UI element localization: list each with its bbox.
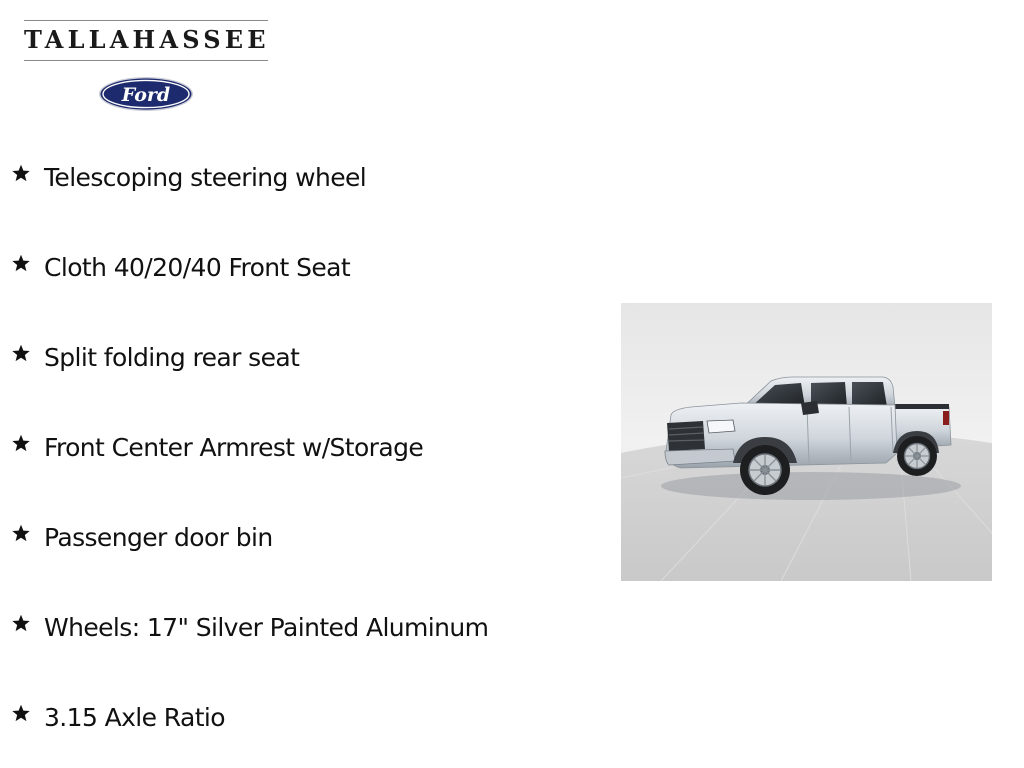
feature-label: Cloth 40/20/40 Front Seat: [44, 253, 351, 282]
star-icon: [10, 162, 32, 184]
feature-label: Split folding rear seat: [44, 343, 300, 372]
feature-item: [10, 520, 570, 556]
ford-oval-logo-icon: [98, 76, 194, 112]
star-icon: [10, 702, 32, 724]
feature-label: Telescoping steering wheel: [44, 163, 367, 192]
dealer-logo: [24, 20, 268, 116]
feature-item: [10, 250, 570, 286]
feature-label: Front Center Armrest w/Storage: [44, 433, 424, 462]
feature-item: [10, 700, 570, 736]
star-icon: [10, 252, 32, 274]
star-icon: [10, 612, 32, 634]
star-icon: [10, 432, 32, 454]
pickup-truck-image: [621, 303, 992, 581]
feature-item: [10, 160, 570, 196]
dealer-name: TALLAHASSEE: [24, 25, 270, 54]
star-icon: [10, 342, 32, 364]
feature-item: [10, 430, 570, 466]
feature-label: Passenger door bin: [44, 523, 273, 552]
logo-bottom-rule: [24, 60, 268, 61]
vehicle-photo: [621, 303, 992, 581]
feature-label: 3.15 Axle Ratio: [44, 703, 225, 732]
feature-item: [10, 340, 570, 376]
star-icon: [10, 522, 32, 544]
feature-item: [10, 610, 570, 646]
ford-brand-label: Ford: [121, 84, 171, 106]
feature-label: Wheels: 17" Silver Painted Aluminum: [44, 613, 489, 642]
logo-top-rule: [24, 20, 268, 21]
